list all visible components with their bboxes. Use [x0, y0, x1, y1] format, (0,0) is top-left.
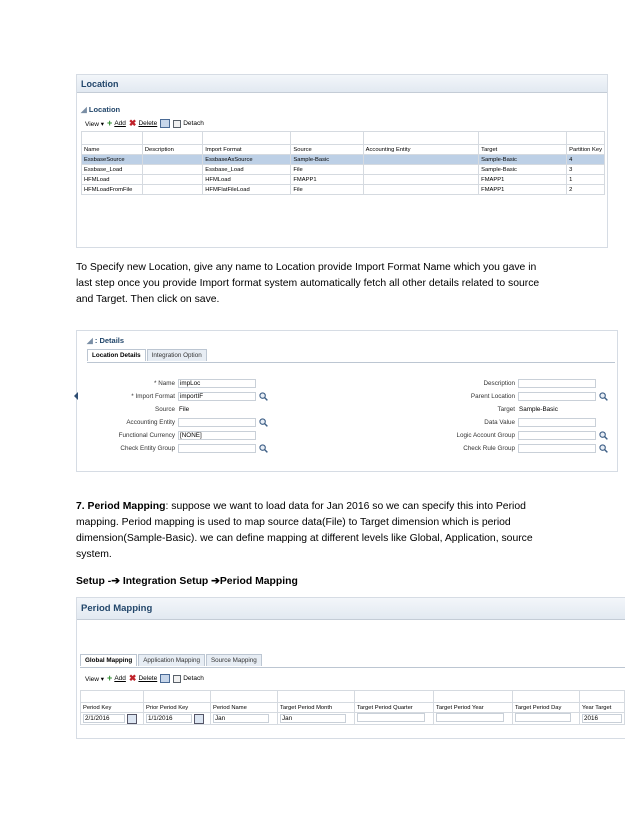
check-entity-group-field[interactable] [178, 444, 256, 453]
filter-cell[interactable] [479, 132, 567, 145]
accounting-entity-label: Accounting Entity [126, 419, 175, 426]
tab-location-details[interactable]: Location Details [87, 349, 146, 361]
details-tabs [87, 349, 208, 361]
location-screenshot [76, 74, 608, 248]
tab-divider [80, 667, 625, 668]
functional-currency-field[interactable]: [NONE] [178, 431, 256, 440]
column-header[interactable]: Target Period Year [434, 703, 513, 713]
arrow-icon: ➔ [211, 576, 220, 587]
header-row [81, 703, 625, 713]
filter-cell[interactable] [81, 691, 144, 703]
source-value: File [179, 406, 190, 413]
arrow-icon: ➔ [111, 576, 120, 587]
logic-account-group-field[interactable] [518, 431, 596, 440]
filter-cell[interactable] [434, 691, 513, 703]
period-mapping-header [77, 598, 625, 620]
tab-source-mapping[interactable]: Source Mapping [206, 654, 262, 666]
section-heading: 7. Period Mapping [76, 501, 166, 512]
accounting-entity-field[interactable] [178, 418, 256, 427]
period-toolbar [85, 674, 204, 683]
source-label: Source [155, 406, 175, 413]
navigation-path: Setup -➔ Integration Setup ➔Period Mapping [76, 576, 298, 587]
target-label: Target [497, 406, 515, 413]
detach-icon [173, 675, 181, 683]
location-table [81, 131, 605, 195]
paragraph-text: system. [76, 549, 112, 560]
freeze-icon[interactable] [160, 674, 170, 683]
target-value: Sample-Basic [519, 406, 558, 413]
column-header[interactable]: Source [291, 145, 363, 155]
table-row[interactable] [81, 713, 625, 725]
delete-icon: ✖ [128, 118, 137, 128]
tab-application-mapping[interactable]: Application Mapping [138, 654, 205, 666]
view-menu[interactable]: View ▾ [85, 120, 105, 128]
add-button[interactable]: + Add [107, 118, 126, 128]
detach-button[interactable]: Detach [173, 120, 204, 128]
filter-cell[interactable] [513, 691, 580, 703]
period-name-field[interactable]: Jan [213, 714, 269, 723]
location-title: Location [81, 79, 119, 89]
target-period-quarter-field[interactable] [357, 713, 425, 722]
filter-row [82, 132, 605, 145]
filter-cell[interactable] [142, 132, 202, 145]
header-row [82, 145, 605, 155]
period-tabs [80, 654, 263, 666]
check-entity-group-label: Check Entity Group [120, 445, 175, 452]
search-icon[interactable] [599, 431, 608, 440]
filter-cell[interactable] [144, 691, 211, 703]
delete-button[interactable]: ✖ Delete [128, 673, 158, 683]
column-header[interactable]: Name [82, 145, 143, 155]
name-label: * Name [154, 380, 175, 387]
column-header[interactable]: Period Name [211, 703, 278, 713]
search-icon[interactable] [599, 444, 608, 453]
calendar-icon[interactable] [127, 714, 137, 724]
filter-cell[interactable] [580, 691, 625, 703]
details-title: ◢ : Details [87, 336, 125, 345]
paragraph-text: dimension(Sample-Basic). we can define mapping at different levels like Global, Application, source [76, 533, 533, 544]
import-format-label: * Import Format [131, 393, 175, 400]
search-icon[interactable] [259, 392, 268, 401]
column-header[interactable]: Period Key [81, 703, 144, 713]
collapse-icon[interactable]: ◢ [87, 336, 93, 345]
logic-account-group-label: Logic Account Group [456, 432, 515, 439]
column-header[interactable]: Partition Key [567, 145, 605, 155]
target-period-month-field[interactable]: Jan [280, 714, 346, 723]
filter-cell[interactable] [567, 132, 605, 145]
column-header[interactable]: Target Period Quarter [355, 703, 434, 713]
period-mapping-screenshot [76, 597, 625, 739]
filter-cell[interactable] [355, 691, 434, 703]
period-mapping-title: Period Mapping [81, 603, 153, 614]
add-button[interactable]: + Add [107, 673, 126, 683]
location-header [77, 75, 607, 93]
filter-cell[interactable] [278, 691, 355, 703]
filter-row [81, 691, 625, 703]
column-header[interactable]: Target Period Day [513, 703, 580, 713]
parent-location-field[interactable] [518, 392, 596, 401]
import-format-field[interactable]: importIF [178, 392, 256, 401]
view-menu[interactable]: View ▾ [85, 675, 105, 683]
column-header[interactable]: Year Target [580, 703, 625, 713]
search-icon[interactable] [259, 444, 268, 453]
freeze-icon[interactable] [160, 119, 170, 128]
column-header[interactable]: Description [142, 145, 202, 155]
paragraph-text: : suppose we want to load data for Jan 2016 so we can specify this into Period [165, 501, 526, 512]
column-header[interactable]: Target [479, 145, 567, 155]
target-period-day-field[interactable] [515, 713, 571, 722]
paragraph-text: mapping. Period mapping is used to map source data(File) to Target dimension which is period [76, 517, 511, 528]
name-field[interactable]: impLoc [178, 379, 256, 388]
filter-cell[interactable] [203, 132, 291, 145]
filter-cell[interactable] [363, 132, 479, 145]
search-icon[interactable] [599, 392, 608, 401]
delete-button[interactable]: ✖ Delete [128, 118, 158, 128]
column-header[interactable]: Target Period Month [278, 703, 355, 713]
detach-icon [173, 120, 181, 128]
description-field[interactable] [518, 379, 596, 388]
splitter-arrow-icon[interactable] [74, 392, 78, 400]
instruction-paragraph: To Specify new Location, give any name to Location provide Import Format Name which you gave in last step once you provide Import format system automatically fetch all other details related to source and Target. Then click on save. [76, 262, 540, 305]
delete-icon: ✖ [128, 673, 137, 683]
check-rule-group-field[interactable] [518, 444, 596, 453]
description-label: Description [483, 380, 515, 387]
collapse-icon[interactable]: ◢ [81, 105, 87, 114]
parent-location-label: Parent Location [470, 393, 515, 400]
location-section-title: ◢ Location [81, 105, 121, 114]
data-value-field[interactable] [518, 418, 596, 427]
table-row[interactable]: Essbase_Load Essbase_Load File Sample-Basic 3 [82, 165, 605, 175]
filter-cell[interactable] [82, 132, 143, 145]
column-header[interactable]: Accounting Entity [363, 145, 479, 155]
table-row[interactable]: EssbaseSource EssbaseAsSource Sample-Basic Sample-Basic 4 [82, 155, 605, 165]
table-row[interactable]: HFMLoadFromFile HFMFlatFileLoad File FMAPP1 2 [82, 185, 605, 195]
period-mapping-paragraph [76, 499, 616, 563]
calendar-icon[interactable] [194, 714, 204, 724]
add-icon: + [107, 673, 113, 683]
add-icon: + [107, 118, 113, 128]
year-target-field[interactable]: 2016 [582, 714, 622, 723]
check-rule-group-label: Check Rule Group [463, 445, 515, 452]
column-header[interactable]: Prior Period Key [144, 703, 211, 713]
table-row[interactable]: HFMLoad HFMLoad FMAPP1 FMAPP1 1 [82, 175, 605, 185]
location-toolbar [85, 119, 204, 128]
functional-currency-label: Functional Currency [118, 432, 175, 439]
search-icon[interactable] [259, 418, 268, 427]
column-header[interactable]: Import Format [203, 145, 291, 155]
target-period-year-field[interactable] [436, 713, 504, 722]
prior-period-key-field[interactable]: 1/1/2016 [146, 714, 192, 723]
data-value-label: Data Value [484, 419, 515, 426]
tab-integration-option[interactable]: Integration Option [147, 349, 207, 361]
tab-global-mapping[interactable]: Global Mapping [80, 654, 137, 666]
detach-button[interactable]: Detach [173, 675, 204, 683]
details-screenshot [76, 330, 618, 472]
period-table [80, 690, 625, 725]
filter-cell[interactable] [291, 132, 363, 145]
period-key-field[interactable]: 2/1/2016 [83, 714, 125, 723]
filter-cell[interactable] [211, 691, 278, 703]
